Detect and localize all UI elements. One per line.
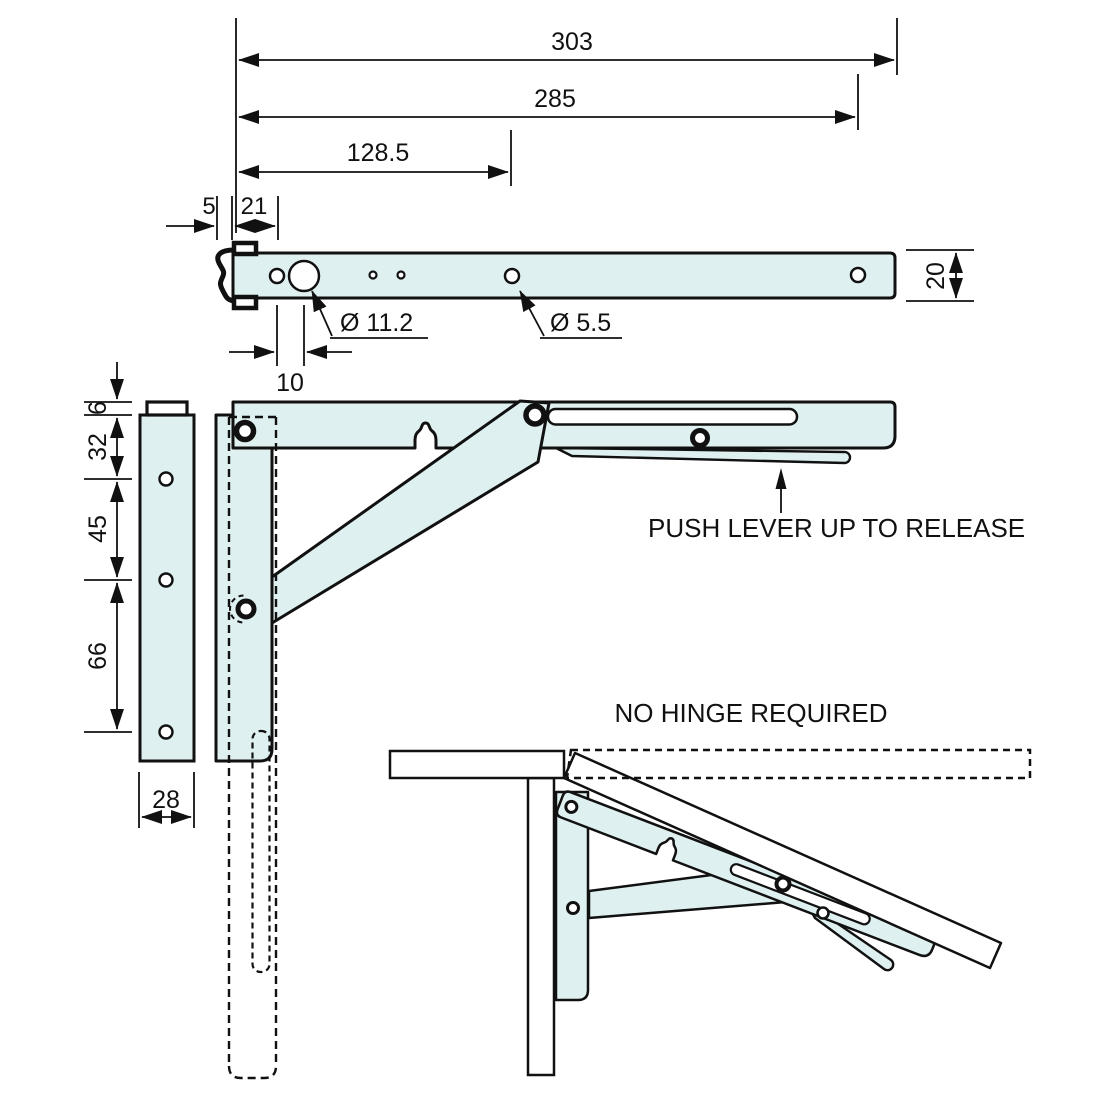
main-arm-slot — [548, 409, 797, 425]
lever-annotation: PUSH LEVER UP TO RELEASE — [648, 513, 1026, 543]
pivot-brace-arm — [526, 406, 544, 424]
raised-position-outline — [567, 750, 1030, 778]
side-hole-3 — [160, 726, 173, 739]
dim-text-5: 5 — [202, 193, 216, 220]
folded-arm-group — [555, 790, 938, 959]
main-release-lever — [556, 448, 850, 463]
pivot-arm-plate — [237, 423, 254, 440]
side-hole-2 — [160, 574, 173, 587]
folded-lever-hole — [818, 908, 829, 919]
folded-pivot-brace-arm — [777, 878, 790, 891]
fixed-board — [390, 751, 564, 778]
hidden-arm-slot — [253, 731, 270, 972]
side-view-top-tab — [147, 402, 187, 415]
top-view-arm-body — [233, 253, 895, 298]
flange-tab-bottom — [234, 297, 256, 308]
support-post — [528, 778, 554, 1075]
lever-hole — [693, 431, 708, 446]
hole-tiny-2 — [398, 272, 405, 279]
label-large-hole: Ø 11.2 — [340, 309, 414, 337]
dim-text-21: 21 — [240, 193, 268, 220]
lever-arrow-head — [776, 468, 787, 489]
pivot-brace-plate — [238, 601, 254, 617]
tilted-board — [564, 753, 1001, 968]
hidden-arm-bottom — [229, 1066, 276, 1078]
side-view-plate — [140, 415, 194, 761]
top-view-part — [218, 243, 895, 308]
hole-small-left — [270, 269, 284, 283]
main-wall-plate — [216, 415, 272, 761]
side-view-part — [140, 402, 194, 761]
dim-text-10: 10 — [276, 369, 304, 397]
hole-tiny-1 — [370, 272, 377, 279]
flange-tab-top — [234, 243, 256, 254]
dim-text-32: 32 — [84, 433, 112, 461]
folded-view — [390, 698, 1030, 1075]
dim-text-128: 128.5 — [346, 139, 410, 167]
label-small-hole: Ø 5.5 — [550, 309, 612, 337]
dim-text-20: 20 — [922, 262, 950, 290]
side-hole-1 — [160, 473, 173, 486]
top-view-dimensions — [166, 18, 974, 397]
folded-view-title: NO HINGE REQUIRED — [614, 698, 888, 728]
main-view — [216, 401, 1025, 1078]
dim-text-28: 28 — [152, 786, 180, 814]
dim-text-66: 66 — [84, 642, 112, 670]
dim-text-303: 303 — [551, 28, 593, 56]
dim-text-6: 6 — [84, 401, 112, 415]
dim-text-45: 45 — [84, 515, 112, 543]
dim-text-285: 285 — [534, 85, 576, 113]
hole-large — [289, 261, 319, 291]
hole-end — [851, 268, 865, 282]
folded-pivot-brace-plate — [568, 903, 579, 914]
hole-mid — [505, 269, 519, 283]
